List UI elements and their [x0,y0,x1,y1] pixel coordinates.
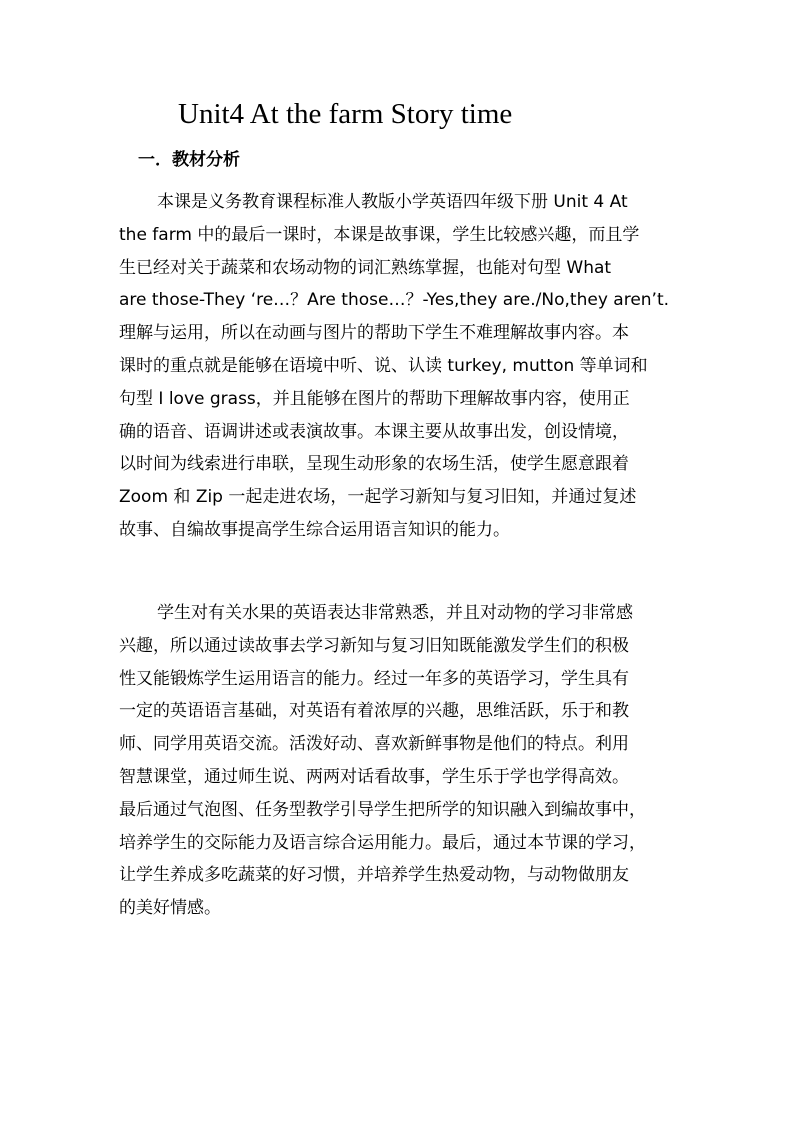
paragraph-line: 课时的重点就是能够在语境中听、说、认读 turkey, mutton 等单词和 [119,355,648,376]
paragraph-line: 一定的英语语言基础，对英语有着浓厚的兴趣，思维活跃，乐于和教 [119,701,629,722]
paragraph-line: 性又能锻炼学生运用语言的能力。经过一年多的英语学习，学生具有 [119,668,629,689]
paragraph-line: 句型 I love grass，并且能够在图片的帮助下理解故事内容，使用正 [119,388,630,409]
paragraph-line: 最后通过气泡图、任务型教学引导学生把所学的知识融入到编故事中， [119,799,646,820]
paragraph-line: 让学生养成多吃蔬菜的好习惯，并培养学生热爱动物，与动物做朋友 [119,865,629,886]
paragraph-line: 故事、自编故事提高学生综合运用语言知识的能力。 [119,519,510,540]
paragraph-line: 培养学生的交际能力及语言综合运用能力。最后，通过本节课的学习， [119,832,646,853]
paragraph-line: 师、同学用英语交流。活泼好动、喜欢新鲜事物是他们的特点。利用 [119,734,629,755]
paragraph-line: 确的语音、语调讲述或表演故事。本课主要从故事出发，创设情境， [119,421,629,442]
paragraph-line: 的美好情感。 [119,898,221,919]
paragraph-line: 理解与运用，所以在动画与图片的帮助下学生不难理解故事内容。本 [119,323,629,344]
paragraph-line: 生已经对关于蔬菜和农场动物的词汇熟练掌握，也能对句型 What [119,257,612,278]
paragraph-line: 以时间为线索进行串联，呈现生动形象的农场生活，使学生愿意跟着 [119,454,629,475]
document-title: Unit4 At the farm Story time [178,98,513,130]
section-heading: 一．教材分析 [138,150,240,170]
paragraph-line: are those-They ‘re…？Are those…？-Yes,they are./No,they aren’t. [119,290,670,311]
paragraph-line: 智慧课堂，通过师生说、两两对话看故事，学生乐于学也学得高效。 [119,766,629,787]
paragraph-line: 兴趣，所以通过读故事去学习新知与复习旧知既能激发学生们的积极 [119,635,629,656]
paragraph-line: 本课是义务教育课程标准人教版小学英语四年级下册 Unit 4 At [157,192,628,212]
paragraph-textbook-analysis [119,186,679,547]
paragraph-line: Zoom 和 Zip 一起走进农场，一起学习新知与复习旧知，并通过复述 [119,487,637,508]
paragraph-line: 学生对有关水果的英语表达非常熟悉，并且对动物的学习非常感 [157,603,633,623]
paragraph-student-analysis [119,597,679,925]
paragraph-line: the farm 中的最后一课时，本课是故事课，学生比较感兴趣，而且学 [119,224,640,245]
